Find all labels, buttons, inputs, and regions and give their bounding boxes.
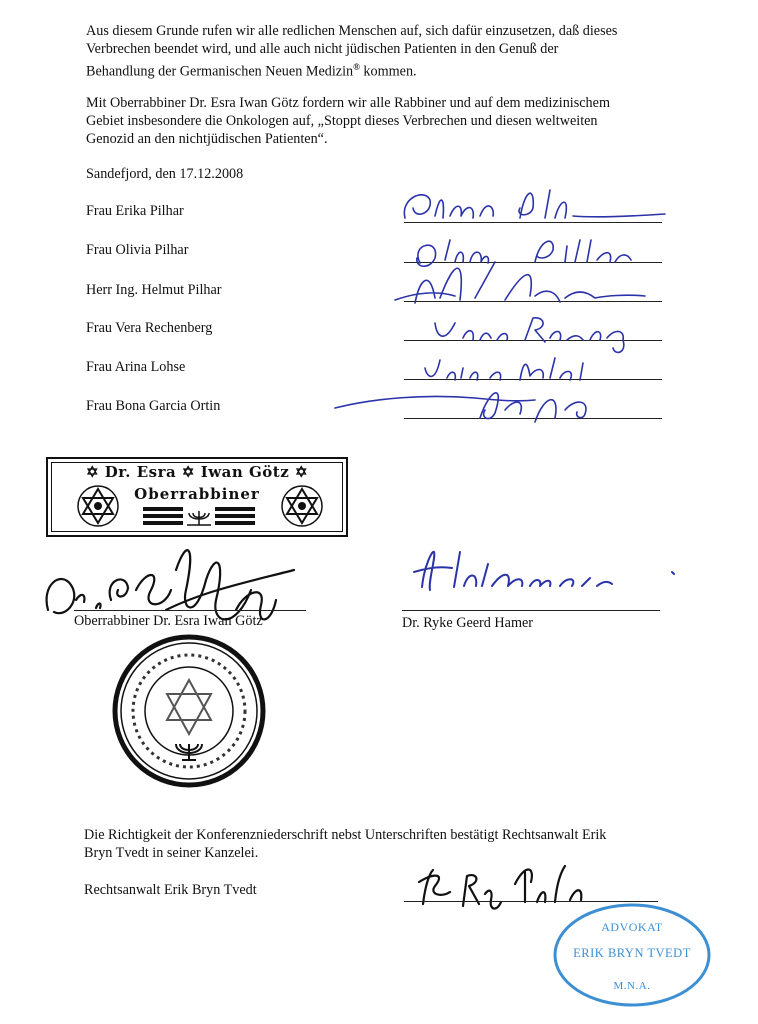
intro-line-3-end: kommen. <box>359 63 417 80</box>
star-of-david-icon <box>76 484 120 528</box>
appeal-line-2: Gebiet insbesondere die Onkologen auf, „Stoppt dieses Verbrechen und diesen weltweiten <box>86 113 598 129</box>
signatory-name: Frau Arina Lohse <box>86 359 186 375</box>
stamp-mna: M.N.A. <box>613 980 651 992</box>
appeal-paragraph <box>86 94 726 148</box>
signature-line <box>402 610 660 611</box>
intro-line-3-text: Behandlung der Germanischen Neuen Medizin <box>86 63 354 80</box>
hamer-caption: Dr. Ryke Geerd Hamer <box>402 615 534 631</box>
signatory-name: Herr Ing. Helmut Pilhar <box>86 282 222 298</box>
signatory-name: Frau Bona Garcia Ortin <box>86 398 221 414</box>
registered-mark: ® <box>353 62 360 72</box>
signature-line <box>74 610 306 611</box>
lawyer-name: Rechtsanwalt Erik Bryn Tvedt <box>84 882 257 898</box>
closing-line-1: Die Richtigkeit der Konferenzniederschrift nebst Unterschriften bestätigt Rechtsanwalt Erik <box>84 827 607 843</box>
round-seal-image <box>110 632 268 790</box>
signatory-name: Frau Olivia Pilhar <box>86 242 189 258</box>
stamp-rabbi-name: ✡ Dr. Esra ✡ Iwan Götz ✡ <box>85 463 309 481</box>
signatory-name: Frau Vera Rechenberg <box>86 320 213 336</box>
star-of-david-icon <box>280 484 324 528</box>
intro-line-2: Verbrechen beendet wird, und alle auch nicht jüdischen Patienten in den Genuß der <box>86 41 559 57</box>
intro-line-3 <box>86 58 726 81</box>
rabbi-stamp <box>46 457 348 537</box>
appeal-line-3: Genozid an den nichtjüdischen Patienten“. <box>86 131 328 147</box>
stamp-advokat: ADVOKAT <box>601 920 663 934</box>
intro-line-1: Aus diesem Grunde rufen wir alle redlichen Menschen auf, sich dafür einzusetzen, daß dieses <box>86 23 618 39</box>
hamer-signature-image <box>412 542 712 602</box>
intro-paragraph <box>86 22 726 81</box>
hebrew-lettering-image <box>143 505 255 529</box>
closing-line-2: Bryn Tvedt in seiner Kanzelei. <box>84 845 259 861</box>
signatory-name: Frau Erika Pilhar <box>86 203 184 219</box>
signatures-image <box>395 178 675 438</box>
lawyer-stamp <box>552 902 712 1008</box>
rabbi-caption: Oberrabbiner Dr. Esra Iwan Götz <box>74 613 263 629</box>
stamp-lawyer-name: ERIK BRYN TVEDT <box>573 946 691 960</box>
appeal-line-1: Mit Oberrabbiner Dr. Esra Iwan Götz fordern wir alle Rabbiner und auf dem medizinischem <box>86 95 610 111</box>
date-line: Sandefjord, den 17.12.2008 <box>86 166 244 182</box>
stamp-title: Oberrabbiner <box>134 485 260 503</box>
